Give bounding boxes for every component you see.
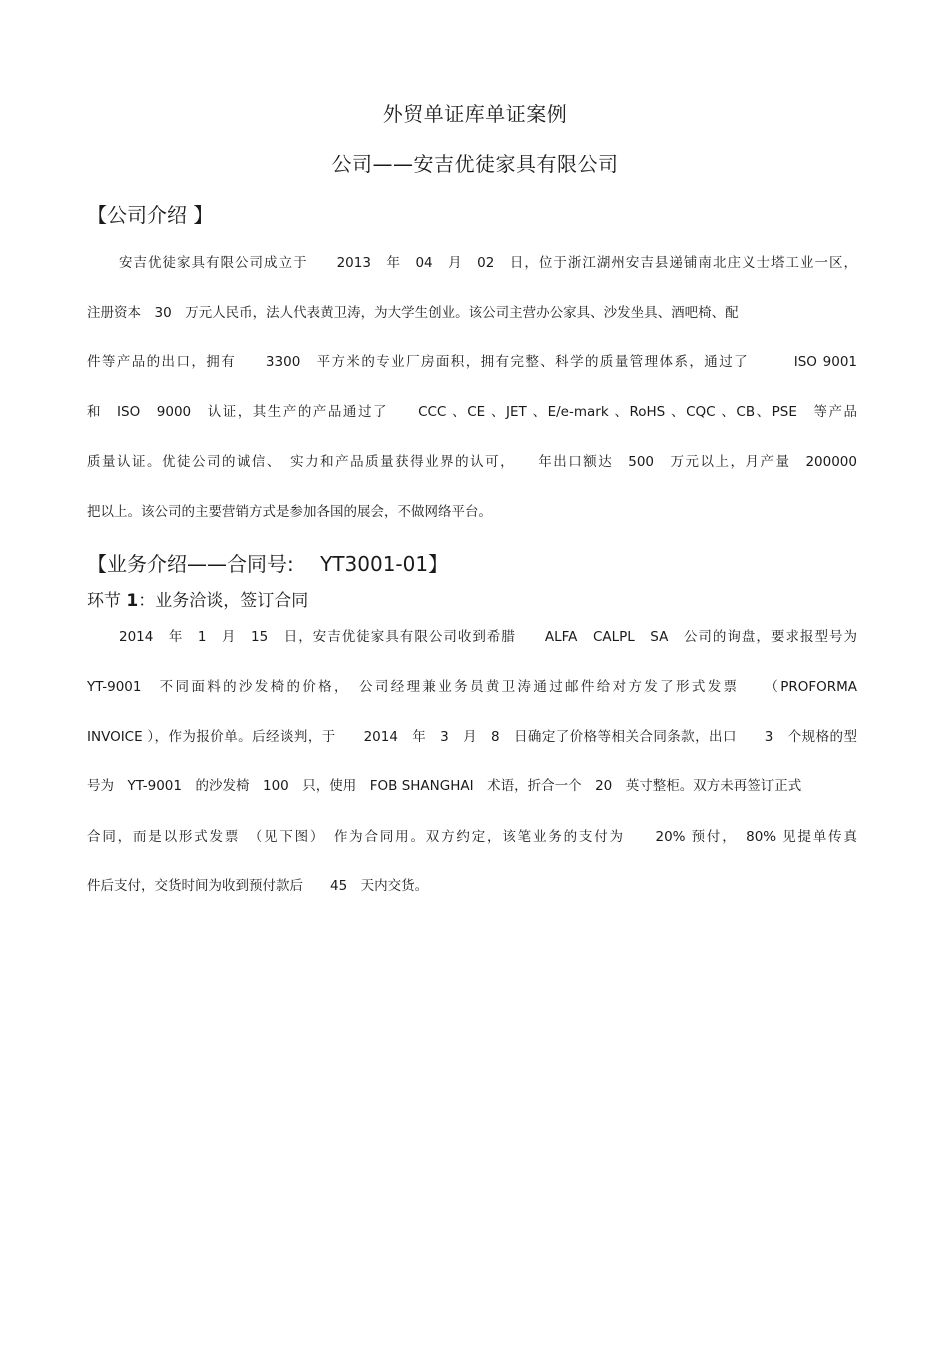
business-intro-line: 合同，而是以形式发票 （见下图） 作为合同用。双方约定，该笔业务的支付为 20% 预付， 80% 见提单传真 xyxy=(87,829,857,845)
business-intro-line: 件后支付，交货时间为收到预付款后 45 天内交货。 xyxy=(87,878,429,894)
business-intro-line: INVOICE ），作为报价单。后经谈判，于 2014 年 3 月 8 日确定了价格等相关合同条款，出口 3 个规格的型 xyxy=(87,729,857,745)
step-title: ：业务洽谈，签订合同 xyxy=(138,591,309,611)
step-number: 1 xyxy=(126,591,139,611)
company-intro-line: 把以上。该公司的主要营销方式是参加各国的展会，不做网络平台。 xyxy=(87,504,492,520)
company-intro-line: 件等产品的出口，拥有 3300 平方米的专业厂房面积，拥有完整、科学的质量管理体系，通过了 ISO 9001 xyxy=(87,354,857,370)
page-title: 外贸单证库单证案例 xyxy=(382,102,568,126)
business-intro-line: YT-9001 不同面料的沙发椅的价格， 公司经理兼业务员黄卫涛通过邮件给对方发了形式发票 （PROFORMA xyxy=(87,679,857,695)
business-intro-line: 2014 年 1 月 15 日，安吉优徒家具有限公司收到希腊 ALFA CALPL SA 公司的询盘，要求报型号为 xyxy=(119,629,857,645)
page-subtitle: 公司——安吉优徒家具有限公司 xyxy=(331,152,619,176)
company-intro-line: 和 ISO 9000 认证，其生产的产品通过了 CCC 、CE 、JET 、E/e-mark 、RoHS 、CQC 、CB、PSE 等产品 xyxy=(87,404,857,420)
business-intro-heading: 【业务介绍——合同号: YT3001-01】 xyxy=(87,552,449,576)
company-intro-line: 注册资本 30 万元人民币，法人代表黄卫涛，为大学生创业。该公司主营办公家具、沙发坐具、酒吧椅、配 xyxy=(87,305,739,321)
company-intro-heading: 【公司介绍 】 xyxy=(87,203,214,227)
step-label: 环节 xyxy=(87,591,121,611)
company-intro-line: 安吉优徒家具有限公司成立于 2013 年 04 月 02 日，位于浙江湖州安吉县递铺南北庄义士塔工业一区， xyxy=(119,255,857,271)
business-intro-line: 号为 YT-9001 的沙发椅 100 只，使用 FOB SHANGHAI 术语，折合一个 20 英寸整柜。双方未再签订正式 xyxy=(87,778,802,794)
step-heading xyxy=(87,586,308,611)
company-intro-line: 质量认证。优徒公司的诚信、 实力和产品质量获得业界的认可， 年出口额达 500 万元以上，月产量 200000 xyxy=(87,454,857,470)
